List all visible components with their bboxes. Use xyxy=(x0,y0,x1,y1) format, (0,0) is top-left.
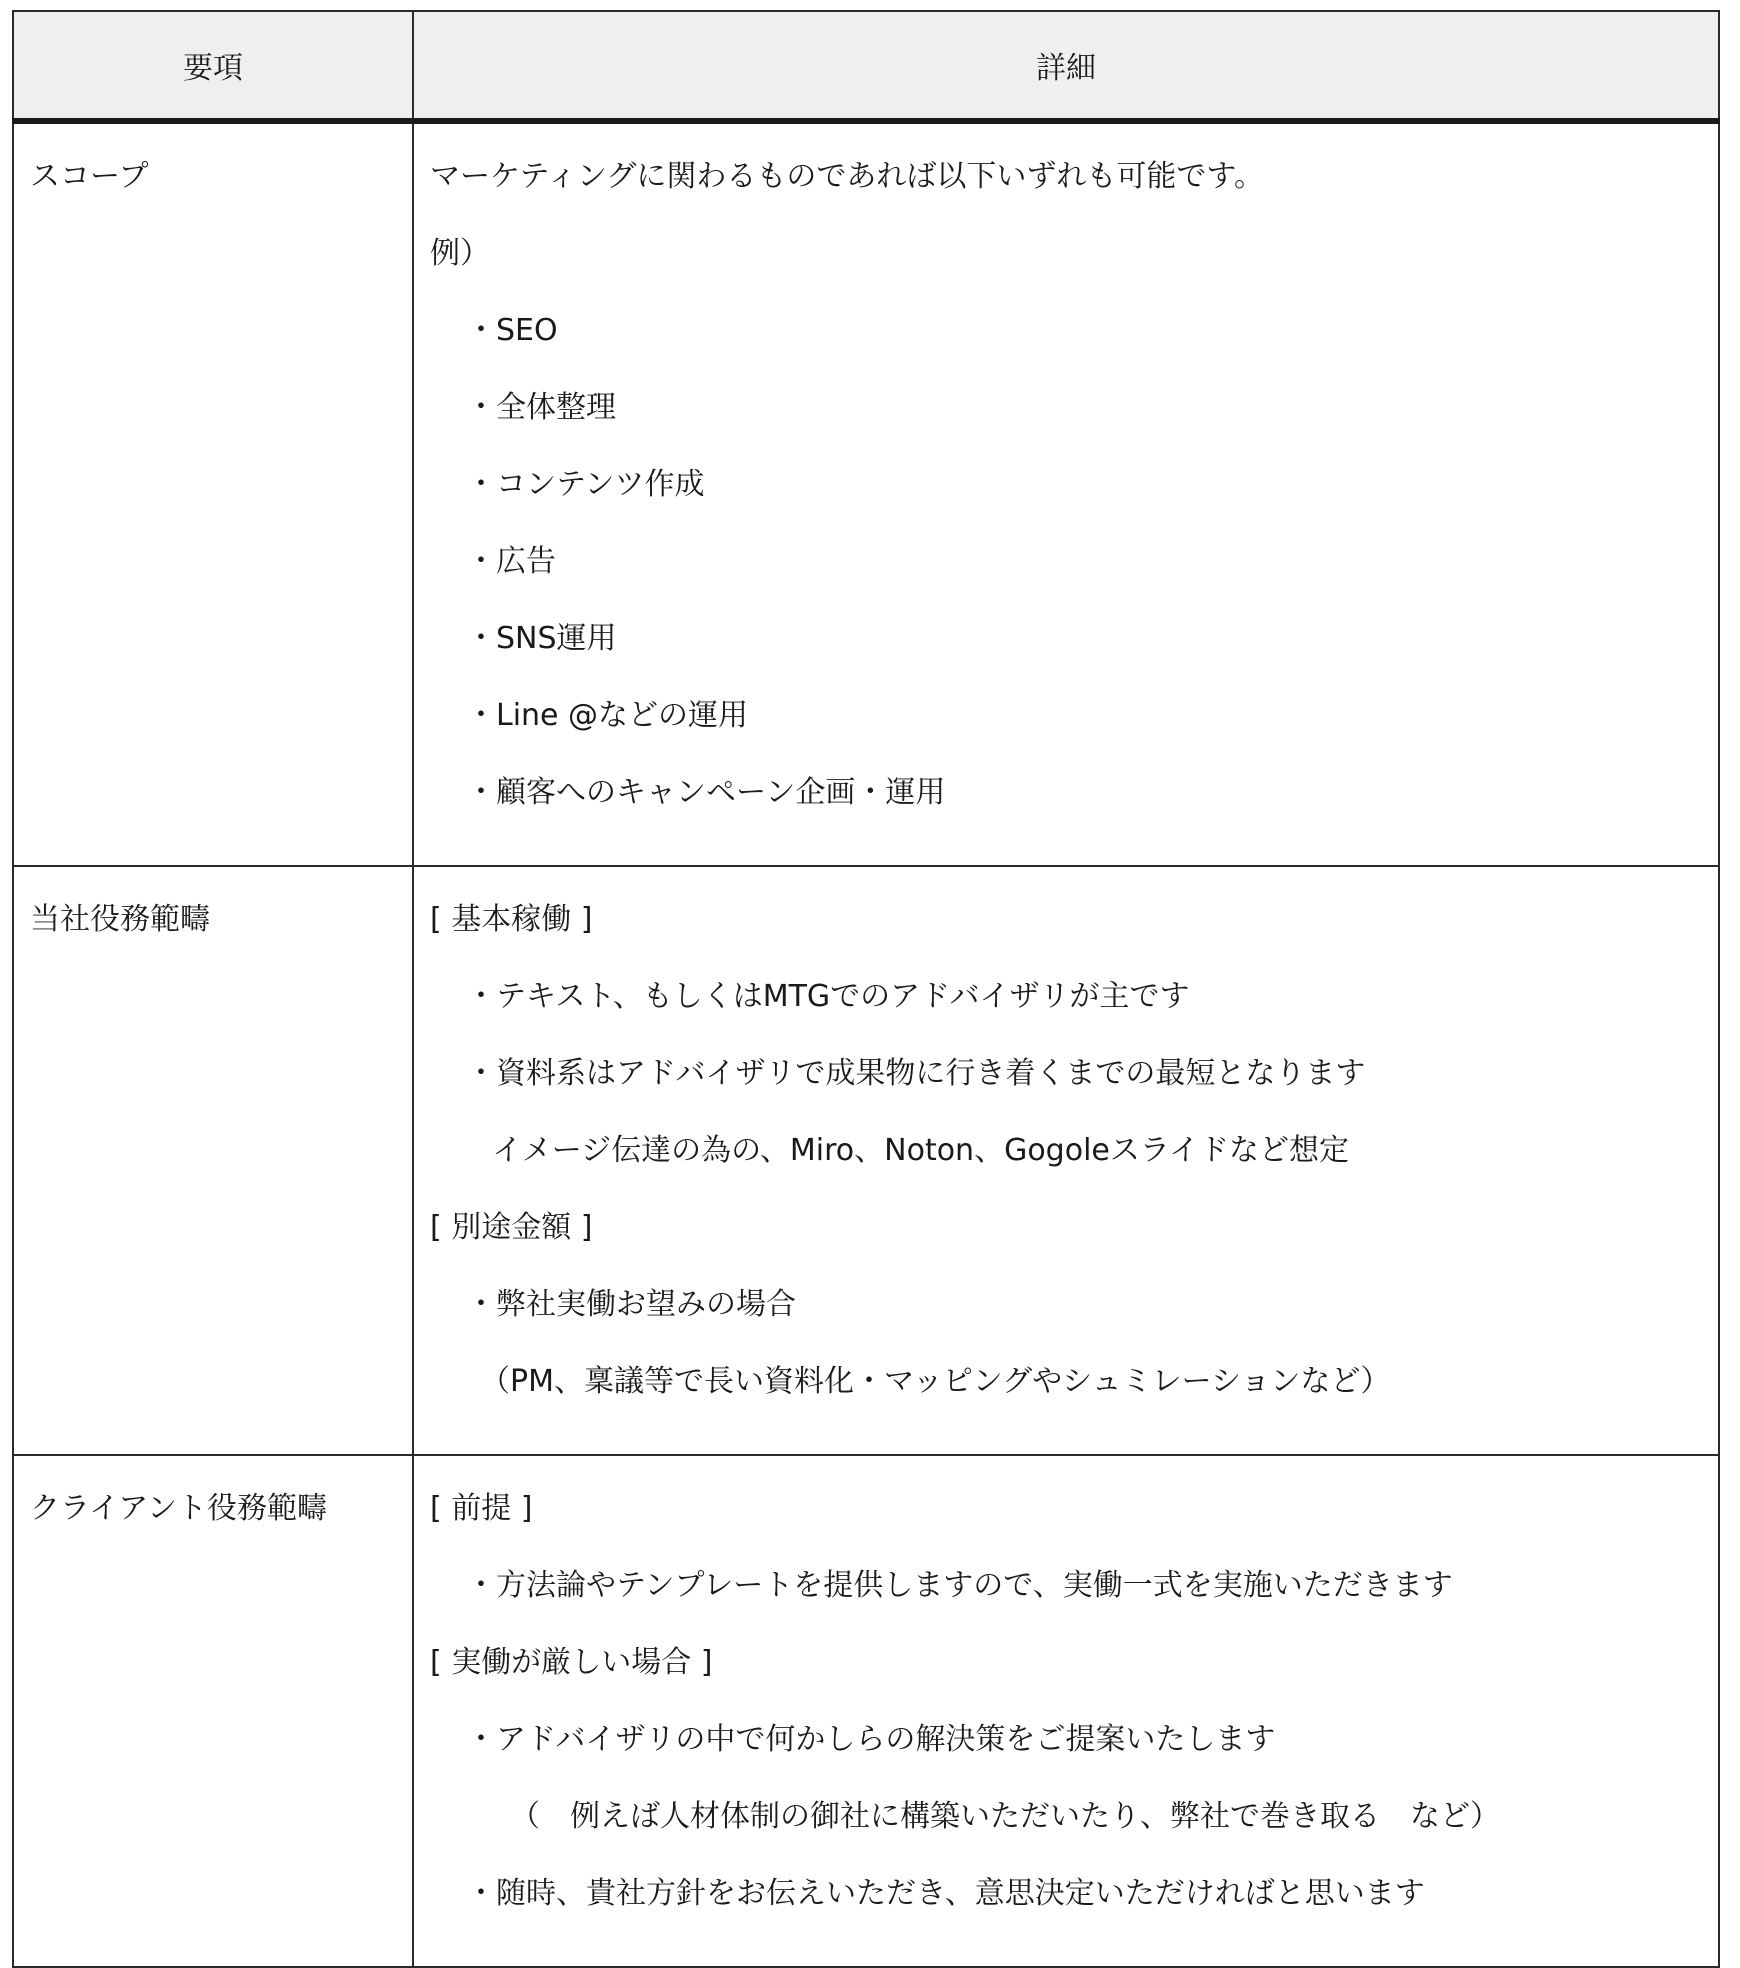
detail-bullet: ・方法論やテンプレートを提供しますので、実働一式を実施いただきます xyxy=(466,1568,1453,1603)
header-item: 要項 xyxy=(13,11,413,121)
detail-bullet: ・随時、貴社方針をお伝えいただき、意思決定いただければと思います xyxy=(466,1876,1425,1911)
row-label-text: スコープ xyxy=(30,159,149,194)
row-detail xyxy=(413,866,1719,1455)
detail-section-heading: [ 別途金額 ] xyxy=(430,1210,593,1245)
terms-table xyxy=(12,10,1720,1968)
detail-bullet: ・コンテンツ作成 xyxy=(466,467,705,502)
row-label-text: クライアント役務範疇 xyxy=(30,1491,327,1526)
row-label xyxy=(13,1455,413,1967)
detail-line: （ 例えば人材体制の御社に構築いただいたり、弊社で巻き取る など） xyxy=(510,1799,1500,1834)
table-row-scope xyxy=(13,121,1719,866)
row-label xyxy=(13,121,413,866)
terms-table-container xyxy=(12,10,1718,1968)
detail-section-heading: [ 前提 ] xyxy=(430,1491,533,1526)
detail-bullet: ・SNS運用 xyxy=(466,621,617,656)
detail-bullet: ・全体整理 xyxy=(466,390,616,425)
table-row-client-scope xyxy=(13,1455,1719,1967)
row-label-text: 当社役務範疇 xyxy=(30,902,210,937)
detail-line: マーケティングに関わるものであれば以下いずれも可能です。 xyxy=(430,159,1264,194)
detail-section-heading: [ 実働が厳しい場合 ] xyxy=(430,1645,713,1680)
detail-section-heading: [ 基本稼働 ] xyxy=(430,902,593,937)
detail-bullet: ・弊社実働お望みの場合 xyxy=(466,1287,796,1322)
detail-line: （PM、稟議等で長い資料化・マッピングやシュミレーションなど） xyxy=(480,1364,1391,1399)
detail-bullet: ・Line @などの運用 xyxy=(466,698,749,733)
table-header-row xyxy=(13,11,1719,121)
detail-bullet: ・テキスト、もしくはMTGでのアドバイザリが主です xyxy=(466,979,1190,1014)
header-detail: 詳細 xyxy=(413,11,1719,121)
row-detail xyxy=(413,121,1719,866)
row-detail xyxy=(413,1455,1719,1967)
detail-bullet: ・資料系はアドバイザリで成果物に行き着くまでの最短となります xyxy=(466,1056,1366,1091)
row-label xyxy=(13,866,413,1455)
detail-bullet: ・SEO xyxy=(466,313,558,348)
table-row-our-scope xyxy=(13,866,1719,1455)
detail-bullet: ・顧客へのキャンペーン企画・運用 xyxy=(466,775,946,810)
detail-bullet: ・アドバイザリの中で何かしらの解決策をご提案いたします xyxy=(466,1722,1276,1757)
detail-line: 例） xyxy=(430,236,490,271)
detail-bullet: ・広告 xyxy=(466,544,556,579)
detail-line: イメージ伝達の為の、Miro、Noton、Gogoleスライドなど想定 xyxy=(492,1133,1349,1168)
